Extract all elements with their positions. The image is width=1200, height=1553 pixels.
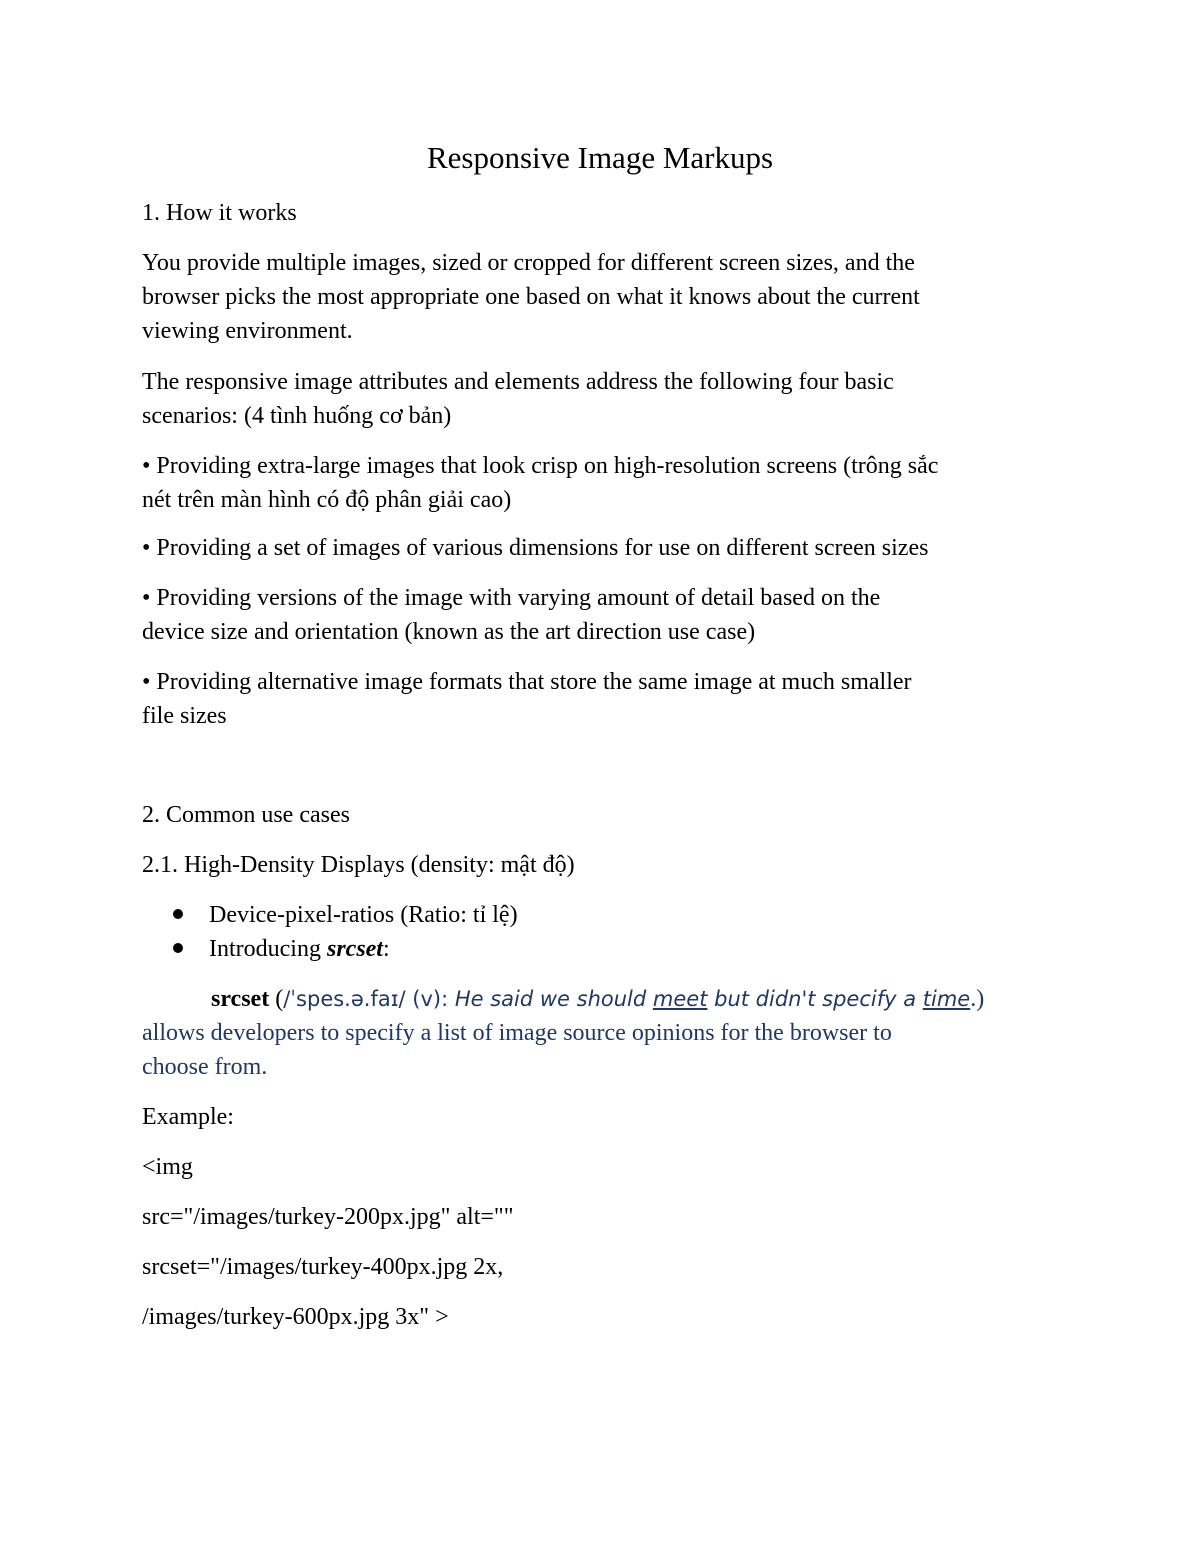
list-item: [173, 932, 390, 966]
example-sentence-part: but didn't specify a: [707, 987, 923, 1011]
code-line: <img: [142, 1154, 193, 1180]
scenario-bullet-cont: nét trên màn hình có độ phân giải cao): [142, 487, 512, 513]
code-line: /images/turkey-600px.jpg 3x" >: [142, 1304, 449, 1330]
paragraph-line: browser picks the most appropriate one based on what it knows about the current: [142, 284, 920, 310]
definition-line: allows developers to specify a list of image source opinions for the browser to: [142, 1020, 892, 1046]
paragraph-line: The responsive image attributes and elements address the following four basic: [142, 369, 894, 395]
paragraph-line: You provide multiple images, sized or cropped for different screen sizes, and the: [142, 250, 915, 276]
code-line: srcset="/images/turkey-400px.jpg 2x,: [142, 1254, 504, 1280]
definition-close: .): [970, 986, 985, 1012]
section-1-heading: 1. How it works: [142, 200, 297, 226]
scenario-bullet-cont: file sizes: [142, 703, 227, 729]
scenario-bullet-cont: device size and orientation (known as the art direction use case): [142, 619, 756, 645]
scenario-bullet: • Providing versions of the image with varying amount of detail based on the: [142, 585, 881, 611]
definition-line: [211, 982, 1131, 1016]
page-title: Responsive Image Markups: [426, 140, 774, 175]
definition-line: choose from.: [142, 1054, 268, 1080]
example-link-meet: meet: [652, 987, 708, 1011]
list-item-prefix: Introducing: [209, 936, 327, 962]
bullet-icon: [173, 909, 183, 919]
paragraph-line: scenarios: (4 tình huống cơ bản): [142, 403, 452, 429]
example-sentence-part: He said we should: [448, 987, 653, 1011]
definition-open: (: [269, 986, 284, 1012]
section-2-heading: 2. Common use cases: [142, 802, 350, 828]
code-line: src="/images/turkey-200px.jpg" alt="": [142, 1204, 514, 1230]
paragraph-line: viewing environment.: [142, 318, 353, 344]
example-label: Example:: [142, 1104, 234, 1130]
scenario-bullet: • Providing extra-large images that look crisp on high-resolution screens (trông sắc: [142, 453, 939, 479]
pronunciation: /ˈspes.ə.faɪ/ (v):: [283, 987, 449, 1011]
bullet-icon: [173, 943, 183, 953]
example-link-time: time: [922, 987, 971, 1011]
list-item-term: srcset: [326, 936, 383, 962]
list-item-suffix: :: [382, 936, 390, 962]
definition-term: srcset: [211, 986, 270, 1012]
list-item: [173, 898, 518, 932]
subsection-heading: 2.1. High-Density Displays (density: mật độ): [142, 852, 575, 878]
scenario-bullet: • Providing alternative image formats that store the same image at much smaller: [142, 669, 912, 695]
list-item-text: Device-pixel-ratios (Ratio: tỉ lệ): [209, 902, 518, 928]
scenario-bullet: • Providing a set of images of various dimensions for use on different screen sizes: [142, 535, 929, 561]
